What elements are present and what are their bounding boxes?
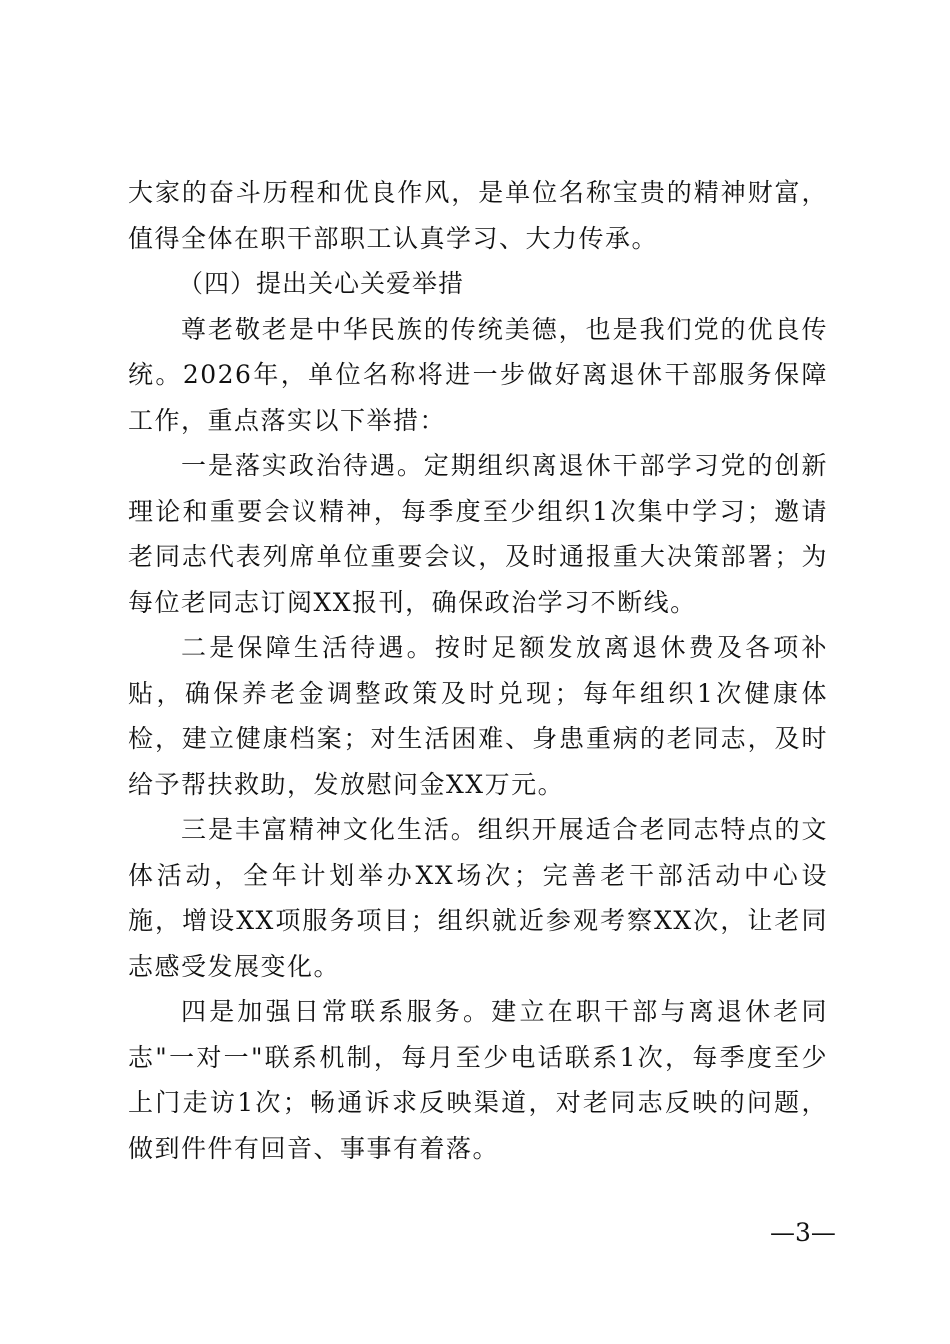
paragraph-item-1: 一是落实政治待遇。定期组织离退休干部学习党的创新理论和重要会议精神，每季度至少组织1次集中学习；邀请老同志代表列席单位重要会议，及时通报重大决策部署；为每位老同志订阅XX报刊，确保政治学习不断线。 <box>128 451 828 617</box>
paragraph-item-2: 二是保障生活待遇。按时足额发放离退休费及各项补贴，确保养老金调整政策及时兑现；每年组织1次健康体检，建立健康档案；对生活困难、身患重病的老同志，及时给予帮扶救助，发放慰问金XX万元。 <box>128 633 828 799</box>
paragraph-item-3: 三是丰富精神文化生活。组织开展适合老同志特点的文体活动，全年计划举办XX场次；完善老干部活动中心设施，增设XX项服务项目；组织就近参观考察XX次，让老同志感受发展变化。 <box>128 815 828 981</box>
paragraph-continuation: 大家的奋斗历程和优良作风，是单位名称宝贵的精神财富，值得全体在职干部职工认真学习、大力传承。 <box>128 178 828 253</box>
paragraph-intro: 尊老敬老是中华民族的传统美德，也是我们党的优良传统。2026年，单位名称将进一步做好离退休干部服务保障工作，重点落实以下举措： <box>128 314 828 435</box>
paragraph-item-4: 四是加强日常联系服务。建立在职干部与离退休老同志"一对一"联系机制，每月至少电话联系1次，每季度至少上门走访1次；畅通诉求反映渠道，对老同志反映的问题，做到件件有回音、事事有着落。 <box>128 997 828 1163</box>
section-heading: （四）提出关心关爱举措 <box>178 269 465 298</box>
page-number: —3— <box>770 1218 836 1247</box>
document-body <box>128 170 828 1171</box>
